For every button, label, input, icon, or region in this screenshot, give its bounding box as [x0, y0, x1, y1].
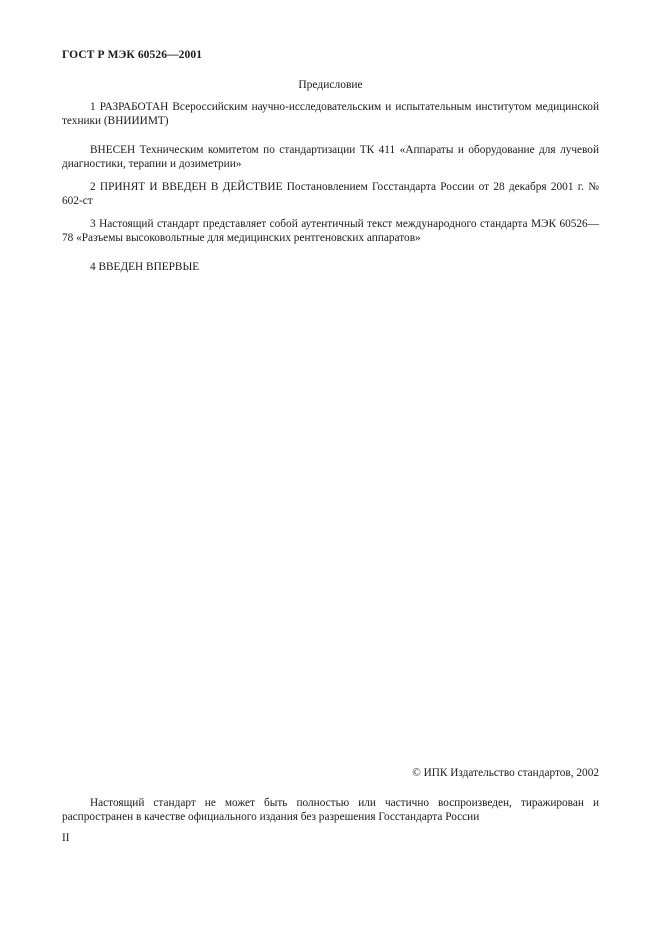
- section-title: Предисловие: [298, 79, 363, 91]
- paragraph-first-introduced: 4 ВВЕДЕН ВПЕРВЫЕ: [90, 261, 200, 273]
- paragraph-developed-by: 1 РАЗРАБОТАН Всероссийским научно-исследовательским и испытательным институтом медицинской техники (ВНИИИМТ): [62, 101, 599, 127]
- paragraph-authentic-text: 3 Настоящий стандарт представляет собой аутентичный текст международного стандарта МЭК 60526—78 «Разъемы высоковольтные для медицинских рентгеновских аппаратов»: [62, 218, 599, 244]
- paragraph-adopted: 2 ПРИНЯТ И ВВЕДЕН В ДЕЙСТВИЕ Постановлением Госстандарта России от 28 декабря 2001 г. № 602-ст: [62, 181, 599, 207]
- paragraph-submitted-by: ВНЕСЕН Техническим комитетом по стандартизации ТК 411 «Аппараты и оборудование для лучевой диагностики, терапии и дозиметрии»: [62, 144, 599, 170]
- page-number: II: [62, 832, 70, 844]
- document-header: ГОСТ Р МЭК 60526—2001: [62, 49, 203, 61]
- reproduction-notice: Настоящий стандарт не может быть полностью или частично воспроизведен, тиражирован и распространен в качестве официального издания без разрешения Госстандарта России: [62, 797, 599, 823]
- copyright-line: © ИПК Издательство стандартов, 2002: [412, 767, 599, 779]
